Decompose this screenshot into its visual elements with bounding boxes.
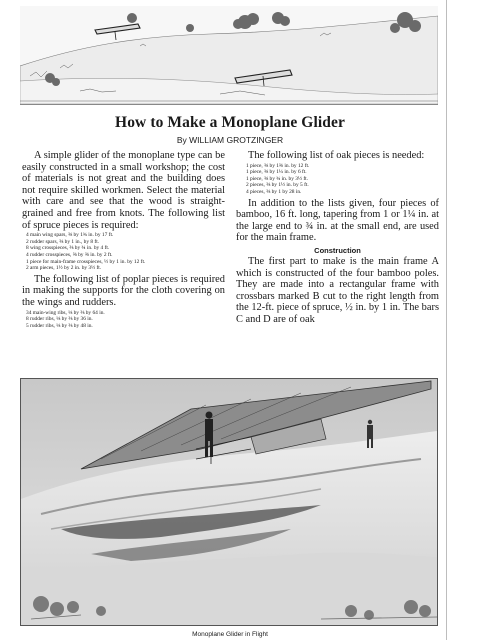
article-byline: By WILLIAM GROTZINGER bbox=[176, 135, 284, 145]
list-item: 8 wing crosspieces, ⅜ by ¾ in. by 4 ft. bbox=[26, 245, 110, 252]
list-item: 5 rudder ribs, ⅛ by ⅜ by 48 in. bbox=[26, 322, 93, 329]
right-column bbox=[236, 150, 439, 326]
list-item: 1 piece, ⅜ by 1¼ in. by 6 ft. bbox=[246, 169, 307, 176]
header-illustration bbox=[20, 6, 438, 105]
hillside-glider-sketch bbox=[20, 6, 438, 104]
list-item: 2 arm pieces, 1½ by 2 in. by 3½ ft. bbox=[26, 265, 102, 272]
list-item: 8 rudder ribs, ⅛ by ⅜ by 36 in. bbox=[26, 316, 93, 323]
list-item: 4 rudder crosspieces, ⅜ by ⅜ in. by 2 ft. bbox=[26, 251, 113, 258]
left-column bbox=[22, 150, 225, 331]
oak-paragraph: The following list of oak pieces is needed: bbox=[248, 150, 425, 161]
list-item: 1 piece for main-frame crosspieces, ½ by 1 in. by 12 ft. bbox=[26, 258, 146, 265]
spruce-pieces-list bbox=[22, 232, 225, 272]
list-item: 4 pieces, ⅜ by 1 by 28 in. bbox=[246, 188, 302, 195]
construction-paragraph: The first part to make is the main frame A which is constructed of the four bamboo poles. They are made into a rectangular frame with crossbars marked B cut to the right length from the 12-ft. piece of spruce, ½ in. by 1 in. The bars C and D are of oak bbox=[236, 255, 439, 325]
poplar-paragraph: The following list of poplar pieces is required in making the supports for the cloth covering on the wings and rudders. bbox=[22, 273, 225, 308]
intro-paragraph: A simple glider of the monoplane type can be easily constructed in a small workshop; the cost of materials is not great and the building does not require skilled workmen. Select the material with care and see that the wood is straight-grained and free from knots. The following list of spruce pieces is required: bbox=[22, 150, 225, 231]
oak-pieces-list bbox=[236, 163, 439, 196]
list-item: 2 pieces, ⅜ by 1½ in. by 5 ft. bbox=[246, 182, 309, 189]
list-item: 34 main-wing ribs, ⅛ by ⅜ by 64 in. bbox=[26, 309, 105, 316]
page-edge-line bbox=[446, 0, 447, 640]
bamboo-paragraph: In addition to the lists given, four pieces of bamboo, 16 ft. long, tapering from 1 or 1¼ in. at the large end to ¾ in. at the small end, are used for the main frame. bbox=[236, 197, 439, 244]
list-item: 2 rudder spars, ⅜ by 1 in., by 8 ft. bbox=[26, 238, 100, 245]
poplar-pieces-list bbox=[22, 310, 225, 330]
list-item: 1 piece, ⅜ by ¾ in. by 3½ ft. bbox=[246, 175, 308, 182]
glider-photo bbox=[20, 378, 438, 626]
glider-in-flight-photo bbox=[21, 379, 437, 625]
list-item: 4 main wing spars, ⅜ by 1¾ in. by 17 ft. bbox=[26, 232, 114, 239]
list-item: 1 piece, ⅜ by 1⅜ in. by 12 ft. bbox=[246, 162, 310, 169]
photo-caption: Monoplane Glider in Flight bbox=[192, 631, 268, 638]
construction-subheading: Construction bbox=[314, 245, 361, 255]
article-title: How to Make a Monoplane Glider bbox=[115, 114, 345, 131]
